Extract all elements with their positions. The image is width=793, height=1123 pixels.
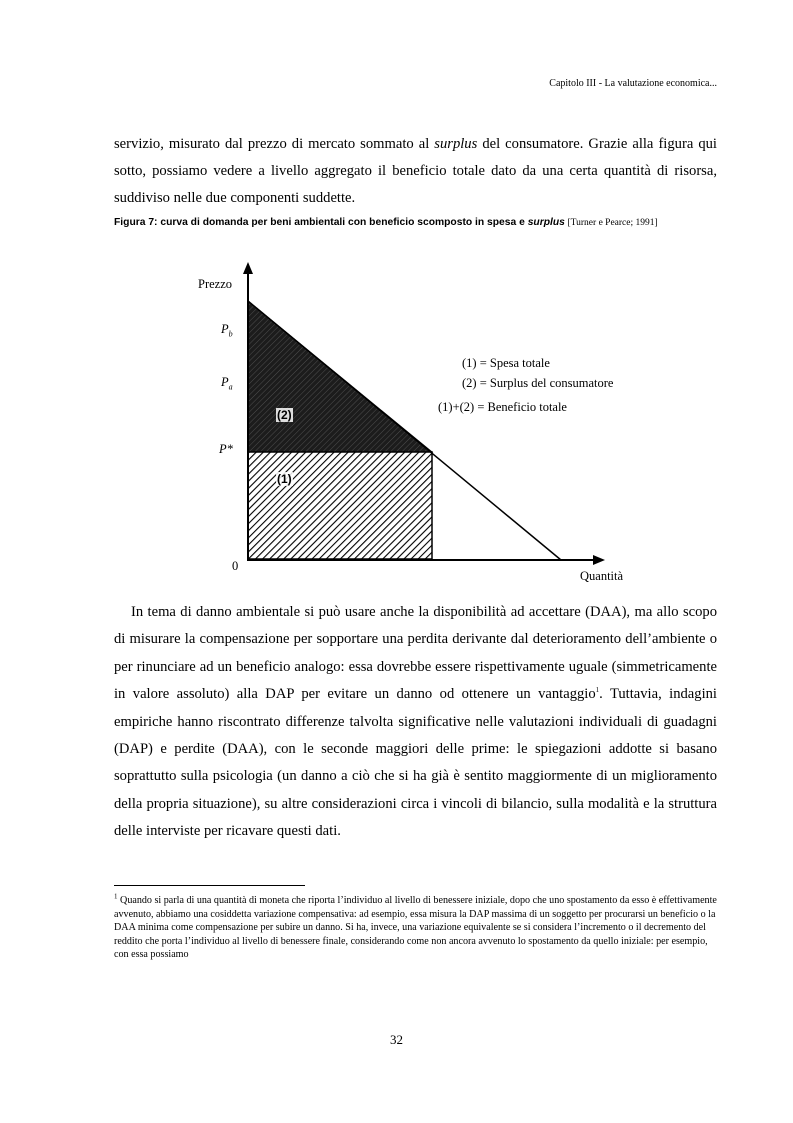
y-axis-label: Prezzo (198, 277, 233, 291)
emphasis-surplus: surplus (434, 136, 478, 152)
footnote-mark: 1 (114, 892, 118, 901)
paragraph-daa: In tema di danno ambientale si può usare anche la disponibilità ad accettare (DAA), ma allo scopo di misurare la compensazione per sopportare una perdita derivante dal deterioramento dell’ambiente o per rinunciare ad un beneficio analogo: essa dovrebbe essere rispettivamente uguale (simmetricamente in valore assoluto) alla DAP per evitare un danno od ottenere un vantaggio$^1$. Tuttavia, indagini empiriche hanno riscontrato differenze talvolta significative nelle valutazioni individuali di guadagni (DAP) e perdite (DAA), con le seconde maggiori delle prime: le spiegazioni addotte si basano soprattutto sulla psicologia (un danno a ciò che si ha già è sentito maggiormente di un miglioramento della propria situazione), su altre considerazioni circa i vincoli di bilancio, sulla modalità e la struttura delle interviste per ricavare questi dati. (114, 604, 717, 840)
legend-item-beneficio: (1)+(2) = Beneficio totale (438, 400, 567, 414)
footnote: $^1$ Quando si parla di una quantità di moneta che riporta l’individuo al livello di benessere iniziale, dopo che uno spostamento da esso è effettivamente avvenuto, abbiamo una cosiddetta variazione compensativa: ad esempio, essa misura la DAP massima di un soggetto per procurarsi un beneficio o la DAA minima come compensazione per subire un danno. Si ha, invece, una variazione equivalente se si considera l’incremento o il decremento del reddito che porta l’individuo al livello di benessere finale, considerando come non ancora avvenuto lo spostamento da quello iniziale: per esempio, con essa possiamo (114, 892, 717, 960)
x-axis-label: Quantità (580, 569, 624, 583)
y-axis-arrow (243, 262, 253, 274)
legend-item-surplus: (2) = Surplus del consumatore (462, 376, 614, 390)
price-tick-pstar: P* (219, 442, 233, 456)
region-label-spesa: (1) (277, 472, 292, 486)
demand-curve-diagram (190, 256, 650, 590)
figure-citation: [Turner e Pearce; 1991] (567, 218, 658, 228)
figure-caption: Figura 7: curva di domanda per beni ambientali con beneficio scomposto in spesa e surplus [Turner e Pearce; 1991] (114, 217, 658, 228)
origin-label: 0 (232, 559, 239, 573)
price-tick-pa: $P_a$ (221, 375, 233, 392)
page-number: 32 (390, 1032, 403, 1047)
x-axis-arrow (593, 555, 605, 565)
expenditure-area (248, 452, 432, 559)
region-label-surplus: (2) (277, 408, 292, 422)
legend-item-spesa: (1) = Spesa totale (462, 356, 550, 370)
price-tick-pb: $P_b$ (221, 322, 233, 339)
running-header: Capitolo III - La valutazione economica... (549, 78, 717, 89)
footnote-separator (114, 885, 305, 886)
paragraph-intro: servizio, misurato dal prezzo di mercato sommato al surplus del consumatore. Grazie alla figura qui sotto, possiamo vedere a livello aggregato il beneficio totale dato da una certa quantità di risorsa, suddiviso nelle due componenti suddette. (114, 136, 717, 206)
demand-curve-figure (190, 256, 650, 590)
footnote-reference[interactable]: 1 (595, 686, 600, 695)
